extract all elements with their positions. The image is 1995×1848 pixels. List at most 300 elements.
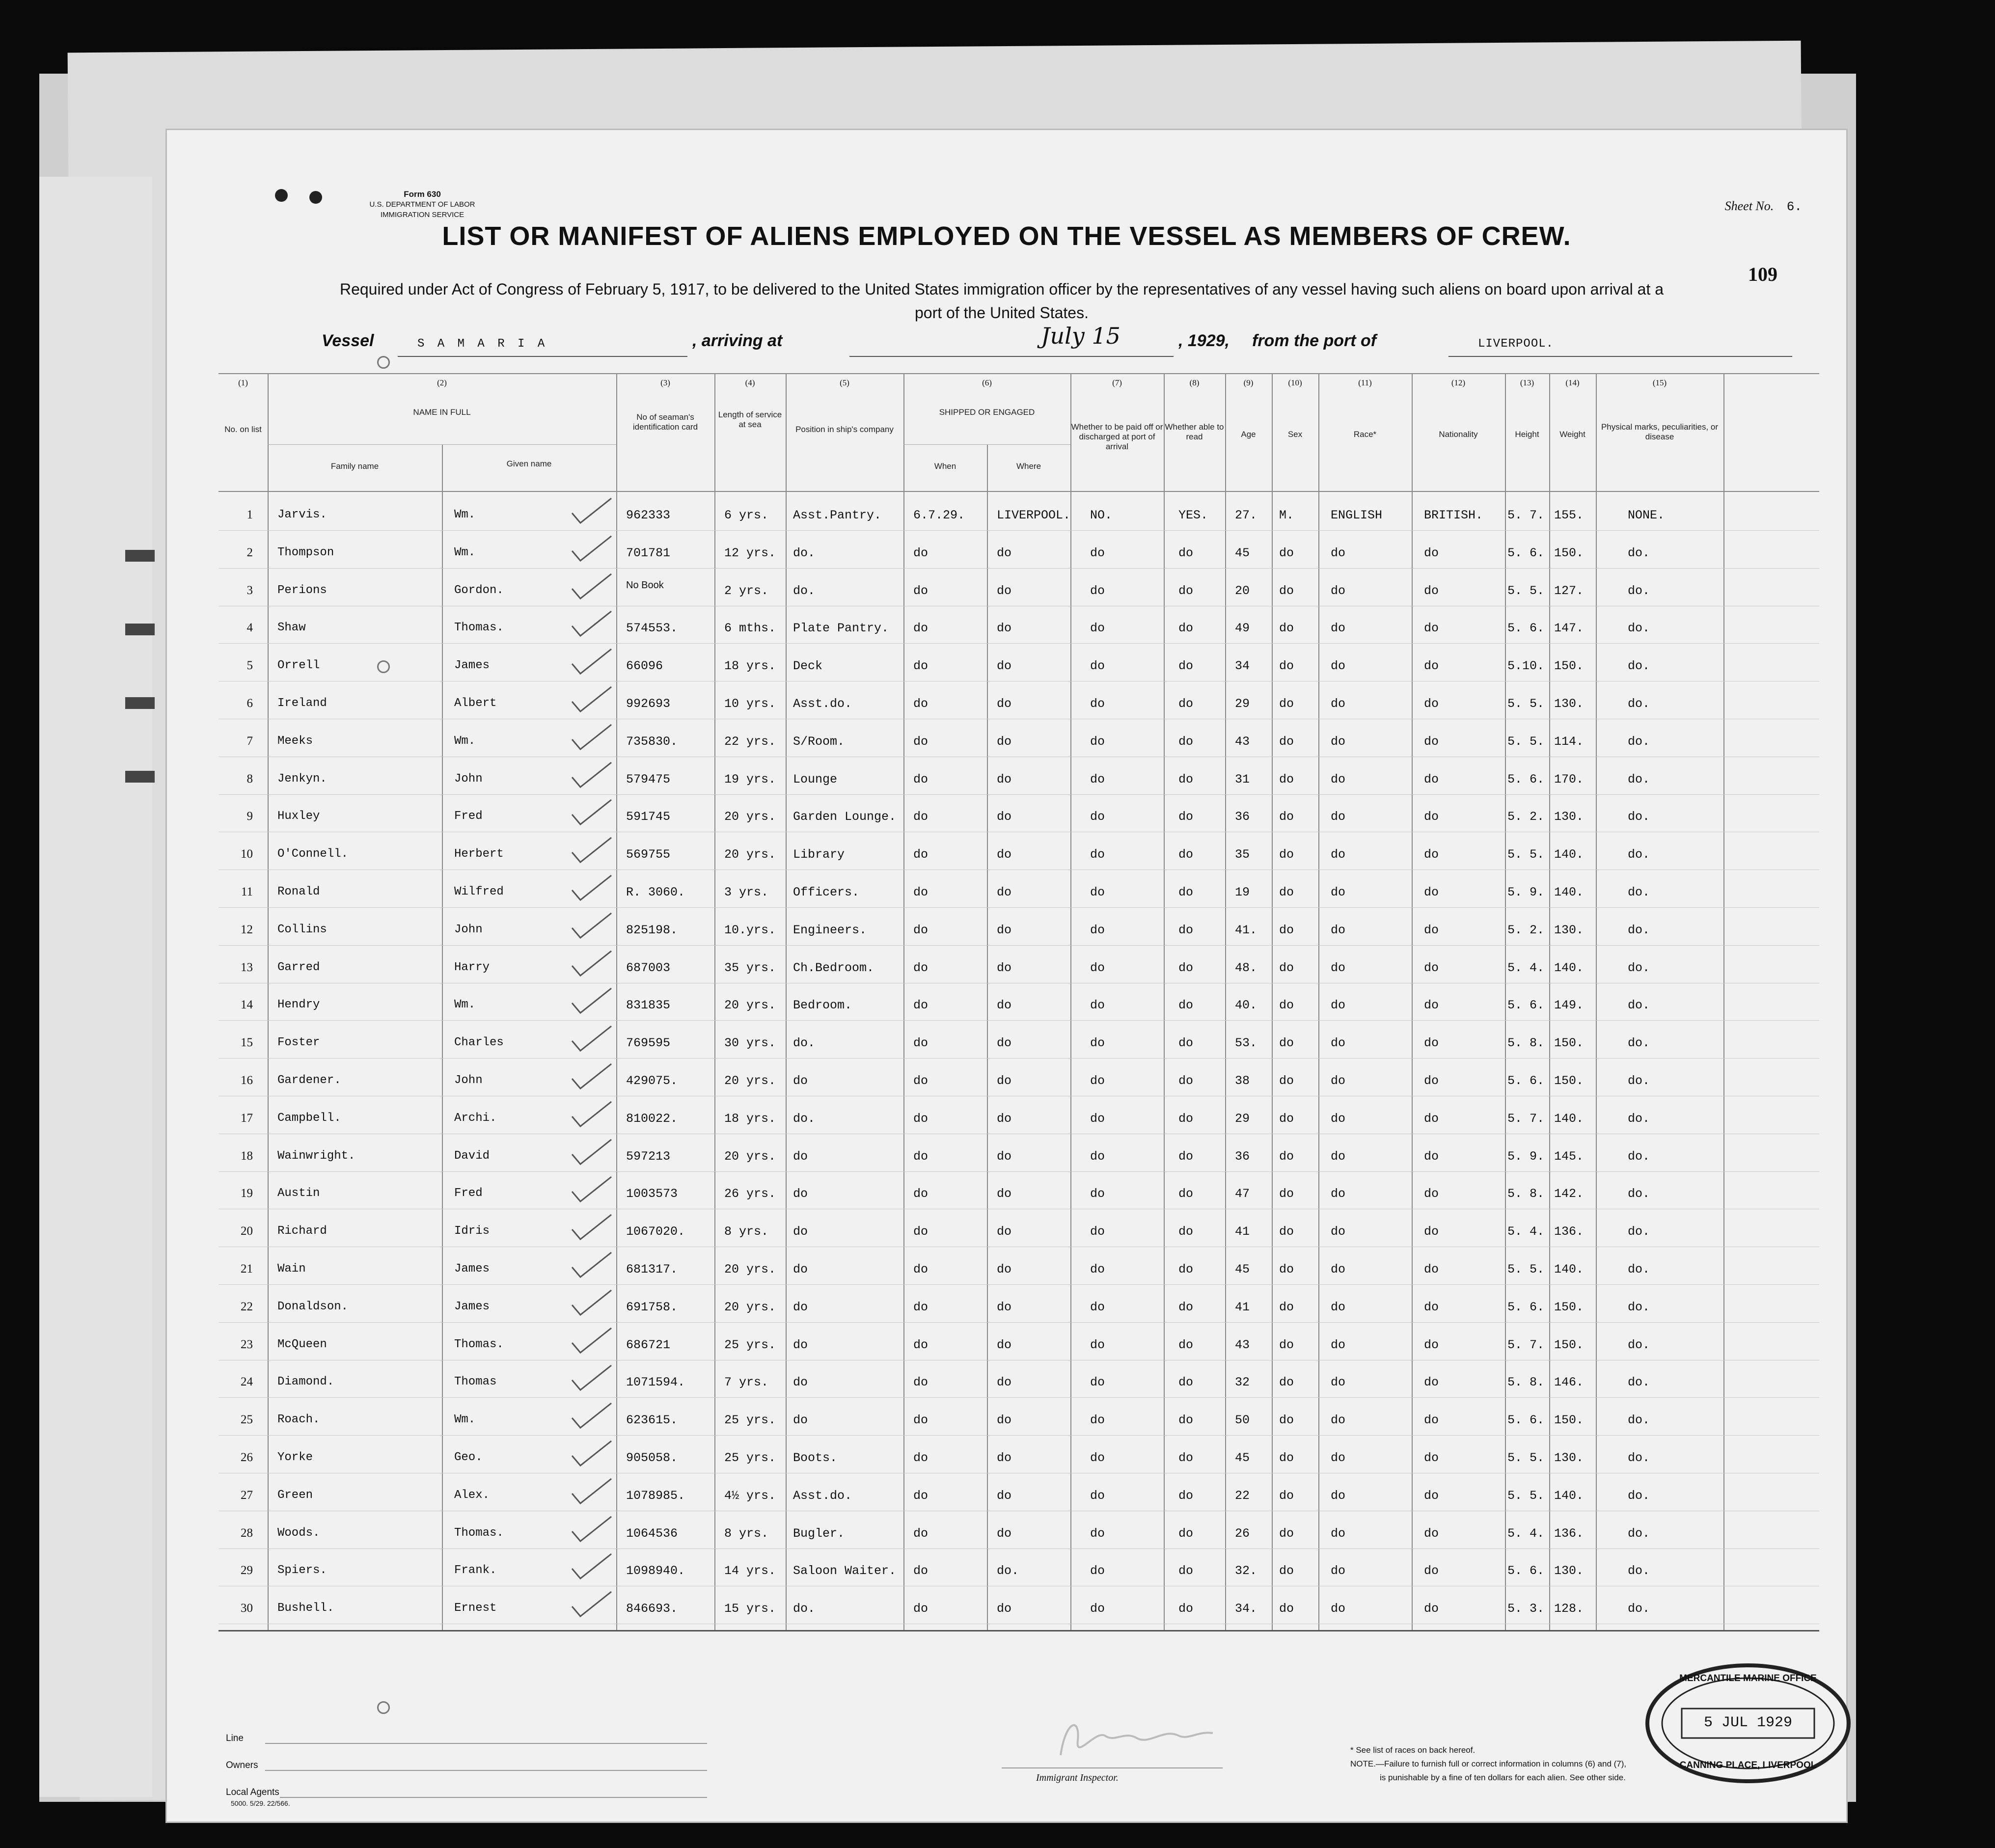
cell-no: 25 [241, 1413, 253, 1427]
cell-family: Austin [277, 1187, 320, 1200]
stamp-bottom-text: CANNING PLACE, LIVERPOOL [1679, 1760, 1817, 1770]
cell-sex: do [1279, 1451, 1294, 1465]
cell-sex: do [1279, 1149, 1294, 1164]
check-mark-icon [570, 1401, 614, 1430]
column-number: (2) [437, 378, 447, 387]
cell-where: do [997, 583, 1012, 598]
footer-line-label: Line [226, 1733, 244, 1743]
cell-sex: do [1279, 1413, 1294, 1428]
cell-marks: do. [1628, 1149, 1650, 1164]
cell-when: do [913, 1564, 929, 1578]
cell-sex: do [1279, 1564, 1294, 1578]
cell-marks: do. [1628, 734, 1650, 749]
cell-when: do [913, 1413, 929, 1428]
cell-when: do [913, 659, 929, 674]
cell-service: 2 yrs. [724, 583, 769, 598]
cell-race: do [1331, 1111, 1346, 1126]
cell-no: 28 [241, 1526, 253, 1540]
cell-read: do [1178, 621, 1194, 636]
cell-service: 14 yrs. [724, 1564, 776, 1578]
check-mark-icon [570, 1137, 614, 1167]
cell-read: do [1178, 1564, 1194, 1578]
spine-tab [125, 697, 155, 709]
cell-position: Boots. [793, 1451, 838, 1465]
cell-marks: do. [1628, 1526, 1650, 1541]
cell-height: 5. 2. [1507, 923, 1545, 937]
cell-card: 962333 [626, 508, 671, 522]
cell-age: 29 [1235, 697, 1250, 711]
cell-sex: do [1279, 734, 1294, 749]
cell-when: do [913, 1149, 929, 1164]
cell-age: 43 [1235, 1337, 1250, 1352]
cell-height: 5. 9. [1507, 885, 1545, 899]
cell-position: do [793, 1187, 808, 1201]
cell-race: do [1331, 1036, 1346, 1051]
cell-paid: do [1090, 1300, 1105, 1314]
cell-given: Wilfred [454, 885, 504, 898]
from-port-label: from the port of [1252, 331, 1377, 350]
cell-where: do [997, 1074, 1012, 1088]
cell-sex: do [1279, 810, 1294, 824]
cell-where: do [997, 772, 1012, 787]
column-number: (14) [1565, 378, 1580, 387]
cell-when: do [913, 1375, 929, 1390]
cell-age: 48. [1235, 960, 1257, 975]
cell-given: Thomas [454, 1375, 497, 1389]
cell-weight: 146. [1554, 1375, 1584, 1390]
column-number: (9) [1243, 378, 1254, 387]
cell-race: do [1331, 1187, 1346, 1201]
cell-age: 47 [1235, 1187, 1250, 1201]
binder-spine [39, 177, 152, 1797]
column-number: (7) [1112, 378, 1122, 387]
check-mark-icon [570, 873, 614, 902]
cell-position: do [793, 1337, 808, 1352]
cell-sex: do [1279, 659, 1294, 674]
inspector-signature [1051, 1701, 1228, 1775]
cell-no: 30 [241, 1602, 253, 1615]
check-mark-icon [570, 534, 614, 563]
cell-paid: do [1090, 621, 1105, 636]
cell-family: Shaw [277, 621, 306, 635]
cell-weight: 140. [1554, 885, 1584, 899]
cell-marks: do. [1628, 772, 1650, 787]
cell-service: 25 yrs. [724, 1413, 776, 1428]
cell-position: Lounge [793, 772, 838, 787]
cell-age: 49 [1235, 621, 1250, 636]
cell-read: do [1178, 1224, 1194, 1239]
cell-weight: 140. [1554, 960, 1584, 975]
cell-nat: do [1424, 1413, 1439, 1428]
cell-age: 32. [1235, 1564, 1257, 1578]
cell-card: 1071594. [626, 1375, 685, 1390]
cell-card: 905058. [626, 1451, 678, 1465]
cell-card: 769595 [626, 1036, 671, 1051]
cell-service: 4½ yrs. [724, 1488, 776, 1503]
cell-height: 5. 6. [1507, 772, 1545, 787]
cell-nat: do [1424, 659, 1439, 674]
cell-sex: do [1279, 885, 1294, 899]
cell-no: 10 [241, 847, 253, 861]
cell-card: 831835 [626, 998, 671, 1013]
cell-no: 20 [241, 1224, 253, 1238]
cell-height: 5.10. [1507, 659, 1545, 674]
header-where: Where [1016, 462, 1041, 471]
cell-service: 10.yrs. [724, 923, 776, 937]
cell-given: Wm. [454, 545, 476, 559]
cell-nat: do [1424, 1337, 1439, 1352]
cell-race: do [1331, 1149, 1346, 1164]
cell-card: 735830. [626, 734, 678, 749]
cell-height: 5. 4. [1507, 1526, 1545, 1541]
cell-weight: 142. [1554, 1187, 1584, 1201]
cell-when: do [913, 1488, 929, 1503]
cell-service: 7 yrs. [724, 1375, 769, 1390]
cell-where: LIVERPOOL. [997, 508, 1071, 522]
header-id-card: No of seaman's identification card [632, 412, 698, 432]
cell-where: do [997, 1262, 1012, 1277]
cell-paid: do [1090, 1375, 1105, 1390]
cell-paid: do [1090, 1451, 1105, 1465]
punch-hole [309, 191, 322, 204]
cell-read: do [1178, 1526, 1194, 1541]
cell-weight: 130. [1554, 1451, 1584, 1465]
cell-age: 31 [1235, 772, 1250, 787]
cell-nat: do [1424, 1262, 1439, 1277]
cell-read: do [1178, 1337, 1194, 1352]
cell-where: do [997, 1111, 1012, 1126]
cell-given: Charles [454, 1036, 504, 1050]
cell-race: do [1331, 1564, 1346, 1578]
cell-position: Officers. [793, 885, 860, 899]
cell-nat: do [1424, 1036, 1439, 1051]
cell-paid: do [1090, 810, 1105, 824]
cell-age: 36 [1235, 810, 1250, 824]
cell-height: 5. 6. [1507, 1413, 1545, 1428]
cell-no: 7 [246, 734, 253, 748]
print-code: 5000. 5/29. 22/566. [231, 1799, 290, 1807]
cell-family: Wain [277, 1262, 306, 1276]
cell-weight: 155. [1554, 508, 1584, 522]
cell-given: Wm. [454, 1413, 476, 1427]
cell-position: Engineers. [793, 923, 867, 937]
cell-marks: do. [1628, 810, 1650, 824]
cell-card: 429075. [626, 1074, 678, 1088]
cell-height: 5. 8. [1507, 1375, 1545, 1390]
cell-race: do [1331, 923, 1346, 937]
cell-when: do [913, 1262, 929, 1277]
cell-paid: NO. [1090, 508, 1113, 522]
cell-sex: do [1279, 545, 1294, 560]
cell-marks: do. [1628, 659, 1650, 674]
cell-card: 1003573 [626, 1187, 678, 1201]
cell-when: do [913, 621, 929, 636]
cell-no: 9 [246, 810, 253, 823]
cell-race: do [1331, 810, 1346, 824]
check-mark-icon [570, 496, 614, 525]
cell-where: do [997, 1300, 1012, 1314]
header-race: Race* [1353, 430, 1377, 439]
cell-weight: 140. [1554, 1111, 1584, 1126]
cell-sex: do [1279, 1488, 1294, 1503]
cell-race: ENGLISH [1331, 508, 1383, 522]
cell-age: 53. [1235, 1036, 1257, 1051]
check-mark-icon [570, 1099, 614, 1129]
cell-when: do [913, 697, 929, 711]
page-title: LIST OR MANIFEST OF ALIENS EMPLOYED ON THE VESSEL AS MEMBERS OF CREW. [442, 221, 1571, 251]
cell-service: 3 yrs. [724, 885, 769, 899]
cell-read: do [1178, 1451, 1194, 1465]
cell-position: Saloon Waiter. [793, 1564, 897, 1578]
cell-age: 22 [1235, 1488, 1250, 1503]
cell-paid: do [1090, 1564, 1105, 1578]
cell-position: Asst.Pantry. [793, 508, 882, 522]
cell-age: 50 [1235, 1413, 1250, 1428]
cell-when: do [913, 545, 929, 560]
form-number: Form 630 [404, 190, 441, 199]
cell-sex: do [1279, 1602, 1294, 1616]
cell-age: 45 [1235, 1451, 1250, 1465]
cell-weight: 114. [1554, 734, 1584, 749]
cell-nat: do [1424, 1564, 1439, 1578]
cell-age: 36 [1235, 1149, 1250, 1164]
cell-marks: do. [1628, 1413, 1650, 1428]
cell-nat: do [1424, 1300, 1439, 1314]
cell-weight: 136. [1554, 1526, 1584, 1541]
arrival-date: July 15 [1041, 323, 1120, 349]
cell-given: Frank. [454, 1564, 497, 1577]
cell-family: Yorke [277, 1451, 313, 1464]
header-given-name: Given name [506, 459, 552, 468]
cell-read: do [1178, 1413, 1194, 1428]
header-able-read: Whether able to read [1165, 422, 1224, 441]
cell-read: do [1178, 1074, 1194, 1088]
check-mark-icon [570, 1024, 614, 1053]
cell-family: Diamond. [277, 1375, 334, 1389]
cell-family: Spiers. [277, 1564, 327, 1577]
cell-marks: do. [1628, 998, 1650, 1013]
cell-paid: do [1090, 1036, 1105, 1051]
cell-position: Deck [793, 659, 823, 674]
cell-paid: do [1090, 1337, 1105, 1352]
cell-read: do [1178, 1375, 1194, 1390]
cell-position: do [793, 1300, 808, 1314]
spine-tab [125, 550, 155, 562]
cell-service: 8 yrs. [724, 1526, 769, 1541]
header-paid-off: Whether to be paid off or discharged at port of arrival [1071, 422, 1163, 451]
cell-height: 5. 5. [1507, 734, 1545, 749]
cell-given: Harry [454, 960, 490, 974]
cell-read: do [1178, 697, 1194, 711]
cell-card: 597213 [626, 1149, 671, 1164]
cell-given: Fred [454, 810, 483, 823]
cell-family: Garred [277, 960, 320, 974]
sheet-number [1725, 199, 1802, 214]
cell-position: do. [793, 545, 816, 560]
cell-height: 5. 3. [1507, 1602, 1545, 1616]
cell-sex: do [1279, 697, 1294, 711]
cell-race: do [1331, 772, 1346, 787]
cell-race: do [1331, 885, 1346, 899]
cell-read: do [1178, 923, 1194, 937]
cell-nat: do [1424, 1526, 1439, 1541]
cell-service: 20 yrs. [724, 1300, 776, 1314]
cell-read: do [1178, 545, 1194, 560]
cell-race: do [1331, 1451, 1346, 1465]
cell-height: 5. 5. [1507, 1262, 1545, 1277]
header-physical-marks: Physical marks, peculiarities, or disease [1601, 422, 1719, 441]
header-family-name: Family name [330, 462, 379, 471]
cell-where: do [997, 1375, 1012, 1390]
cell-where: do [997, 659, 1012, 674]
column-number: (1) [238, 378, 248, 387]
cell-service: 19 yrs. [724, 772, 776, 787]
cell-card: 574553. [626, 621, 678, 636]
header-shipped: SHIPPED OR ENGAGED [939, 408, 1035, 417]
note-fine-1: NOTE.—Failure to furnish full or correct information in columns (6) and (7), [1350, 1759, 1627, 1768]
cell-paid: do [1090, 697, 1105, 711]
check-mark-icon [570, 986, 614, 1015]
cell-height: 5. 5. [1507, 1451, 1545, 1465]
cell-nat: BRITISH. [1424, 508, 1483, 522]
cell-age: 43 [1235, 734, 1250, 749]
cell-sex: do [1279, 621, 1294, 636]
cell-position: Library [793, 847, 845, 862]
cell-paid: do [1090, 1111, 1105, 1126]
cell-no: 15 [241, 1036, 253, 1050]
cell-service: 20 yrs. [724, 1074, 776, 1088]
cell-where: do [997, 960, 1012, 975]
cell-given: Albert [454, 697, 497, 710]
cell-nat: do [1424, 772, 1439, 787]
cell-no: 13 [241, 960, 253, 974]
cell-no: 29 [241, 1564, 253, 1577]
cell-family: Meeks [277, 734, 313, 748]
cell-read: do [1178, 734, 1194, 749]
check-mark-icon [570, 1363, 614, 1392]
cell-sex: do [1279, 1337, 1294, 1352]
cell-read: do [1178, 1488, 1194, 1503]
cell-race: do [1331, 1526, 1346, 1541]
cell-where: do [997, 1337, 1012, 1352]
cell-where: do [997, 1413, 1012, 1428]
cell-where: do [997, 1149, 1012, 1164]
check-mark-icon [570, 609, 614, 638]
cell-marks: do. [1628, 1564, 1650, 1578]
cell-where: do [997, 847, 1012, 862]
cell-weight: 149. [1554, 998, 1584, 1013]
cell-service: 18 yrs. [724, 1111, 776, 1126]
cell-paid: do [1090, 1187, 1105, 1201]
cell-given: Fred [454, 1187, 483, 1200]
subtitle: Required under Act of Congress of February 5, 1917, to be delivered to the United States immigration officer by the representatives of any vessel having such aliens on board upon arrival at a port of the United States. [339, 280, 1664, 322]
cell-given: Wm. [454, 998, 476, 1012]
cell-service: 35 yrs. [724, 960, 776, 975]
cell-sex: do [1279, 960, 1294, 975]
cell-given: Wm. [454, 734, 476, 748]
cell-race: do [1331, 1375, 1346, 1390]
cell-card: 1064536 [626, 1526, 678, 1541]
check-mark-icon [570, 835, 614, 865]
cell-nat: do [1424, 1488, 1439, 1503]
cell-marks: do. [1628, 960, 1650, 975]
cell-sex: do [1279, 998, 1294, 1013]
cell-given: Thomas. [454, 621, 504, 635]
check-mark-icon [570, 684, 614, 714]
cell-race: do [1331, 1602, 1346, 1616]
cell-weight: 127. [1554, 583, 1584, 598]
cell-where: do [997, 734, 1012, 749]
cell-card: 810022. [626, 1111, 678, 1126]
cell-when: do [913, 1036, 929, 1051]
cell-read: do [1178, 1300, 1194, 1314]
cell-nat: do [1424, 1187, 1439, 1201]
cell-service: 6 mths. [724, 621, 776, 636]
cell-no: 18 [241, 1149, 253, 1163]
header-position: Position in ship's company [795, 425, 894, 434]
cell-age: 32 [1235, 1375, 1250, 1390]
cell-position: do [793, 1149, 808, 1164]
cell-height: 5. 7. [1507, 1337, 1545, 1352]
cell-sex: do [1279, 1262, 1294, 1277]
cell-family: Hendry [277, 998, 320, 1012]
cell-when: do [913, 1111, 929, 1126]
header-age: Age [1241, 430, 1256, 439]
cell-family: Foster [277, 1036, 320, 1050]
check-mark-icon [570, 722, 614, 752]
header-weight: Weight [1559, 430, 1585, 439]
year-label: , 1929, [1178, 331, 1230, 350]
check-mark-icon [570, 911, 614, 940]
cell-paid: do [1090, 545, 1105, 560]
cell-given: Thomas. [454, 1337, 504, 1351]
cell-race: do [1331, 1488, 1346, 1503]
cell-height: 5. 8. [1507, 1036, 1545, 1051]
cell-card: 687003 [626, 960, 671, 975]
mercantile-marine-stamp [1642, 1659, 1854, 1787]
form-label [363, 189, 481, 220]
cell-service: 15 yrs. [724, 1602, 776, 1616]
cell-position: Asst.do. [793, 697, 852, 711]
cell-position: S/Room. [793, 734, 845, 749]
cell-paid: do [1090, 847, 1105, 862]
cell-paid: do [1090, 1224, 1105, 1239]
cell-race: do [1331, 697, 1346, 711]
cell-height: 5. 7. [1507, 508, 1545, 522]
cell-card: No Book [626, 579, 664, 591]
cell-family: McQueen [277, 1337, 327, 1351]
cell-read: do [1178, 998, 1194, 1013]
cell-read: YES. [1178, 508, 1208, 522]
cell-nat: do [1424, 1224, 1439, 1239]
cell-given: Gordon. [454, 583, 504, 597]
cell-service: 25 yrs. [724, 1451, 776, 1465]
cell-position: do [793, 1375, 808, 1390]
cell-paid: do [1090, 1526, 1105, 1541]
cell-age: 34. [1235, 1602, 1257, 1616]
cell-card: 1098940. [626, 1564, 685, 1578]
cell-card: 691758. [626, 1300, 678, 1314]
cell-nat: do [1424, 734, 1439, 749]
cell-no: 21 [241, 1262, 253, 1276]
cell-card: 569755 [626, 847, 671, 862]
column-number: (15) [1652, 378, 1667, 387]
cell-marks: do. [1628, 1262, 1650, 1277]
cell-sex: do [1279, 1111, 1294, 1126]
cell-height: 5. 5. [1507, 847, 1545, 862]
cell-sex: do [1279, 923, 1294, 937]
cell-family: Campbell. [277, 1111, 341, 1125]
